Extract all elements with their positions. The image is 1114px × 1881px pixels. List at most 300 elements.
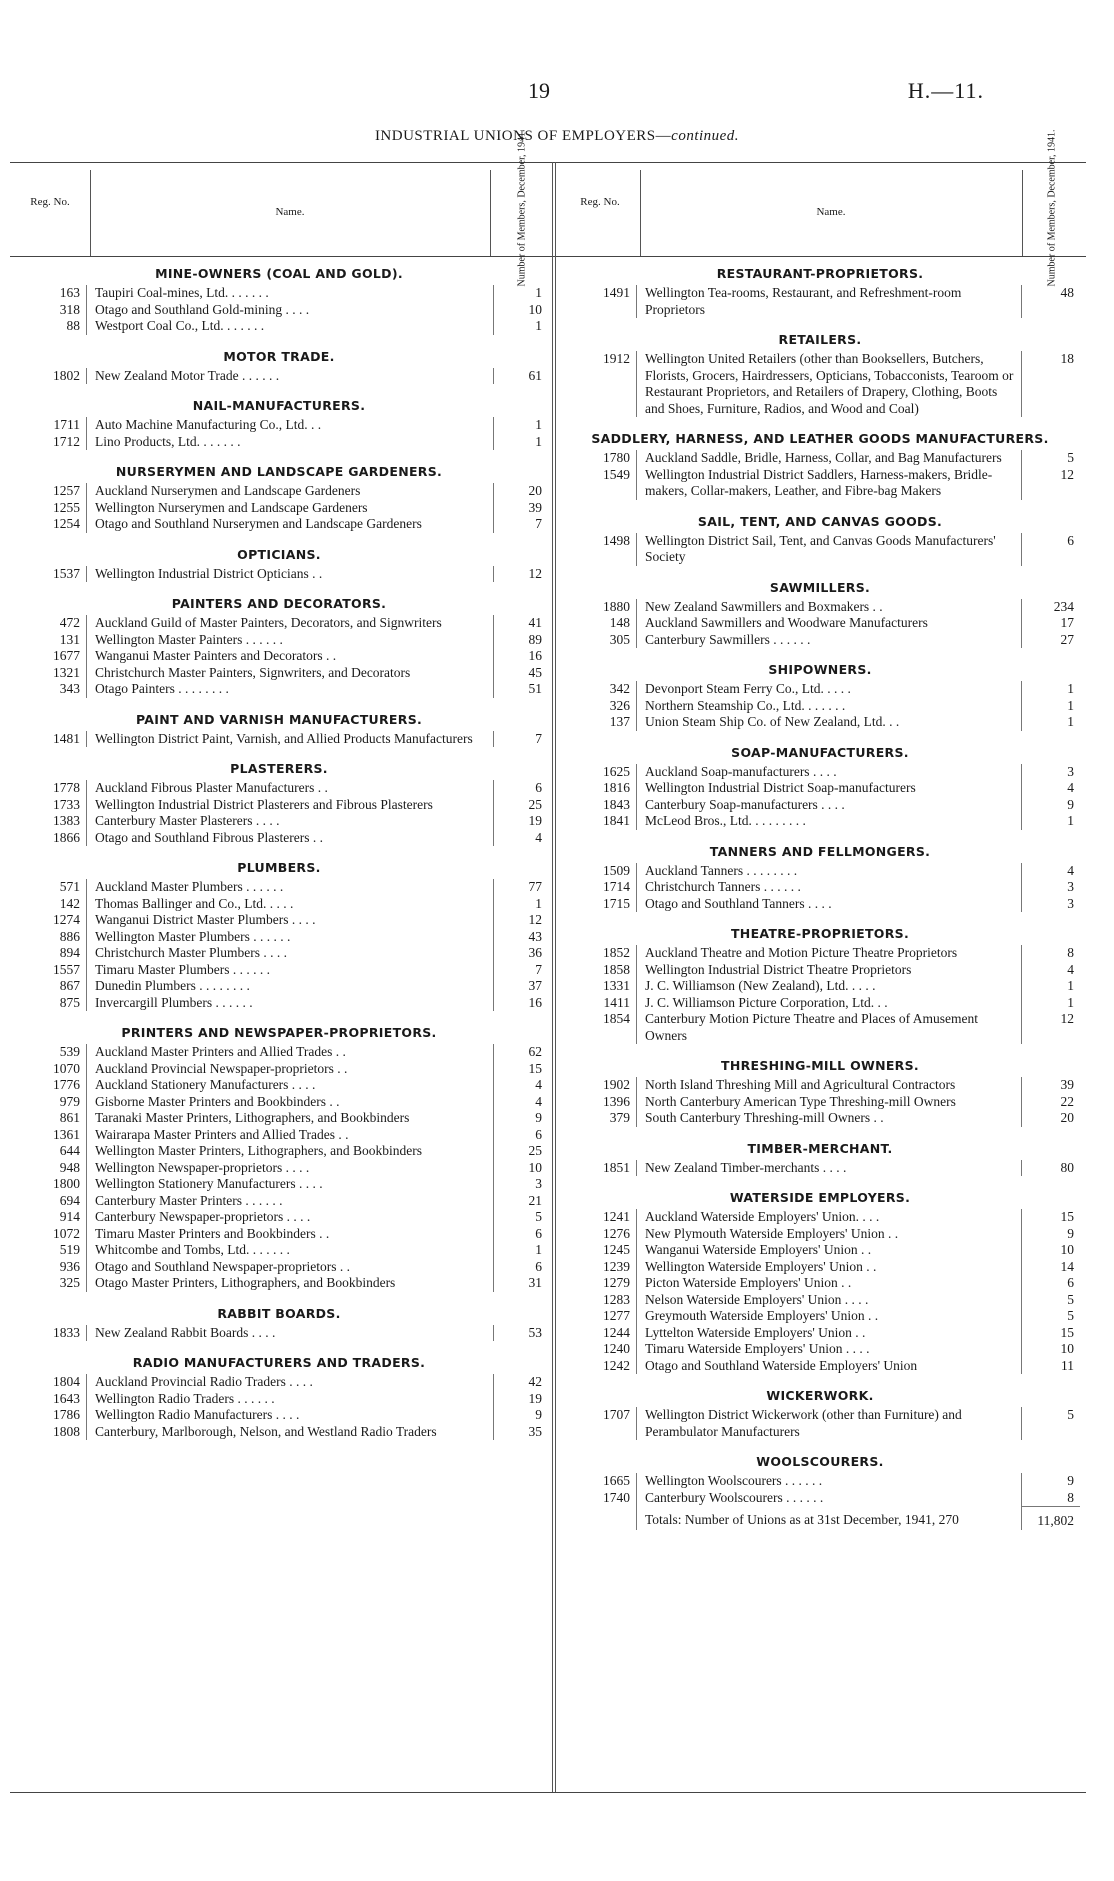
header-reg: Reg. No. [30,196,70,208]
union-name: New Zealand Rabbit Boards . . . . [86,1325,494,1342]
member-count: 62 [528,1044,542,1059]
section [10,347,548,385]
table-row [560,681,1080,698]
table-row [560,1473,1080,1490]
member-count: 4 [535,1077,542,1092]
reg-number: 318 [59,301,80,317]
reg-number: 1625 [603,763,630,779]
reg-number: 1240 [603,1341,630,1356]
table-row [10,1160,548,1177]
member-count: 3 [1067,895,1074,911]
member-count: 4 [1067,780,1074,795]
reg-number: 948 [59,1159,80,1175]
section-title: SADDLERY, HARNESS, AND LEATHER GOODS MANUFACTURERS. [591,431,1049,446]
section [10,264,548,335]
reg-number: 1851 [603,1159,630,1175]
reg-number: 88 [66,318,80,333]
section [560,743,1080,830]
union-name: Nelson Waterside Employers' Union . . . . [636,1292,1022,1309]
reg-number: 1283 [603,1291,630,1307]
section [560,660,1080,731]
union-name: South Canterbury Threshing-mill Owners . . [636,1110,1022,1127]
section-title: RABBIT BOARDS. [217,1305,341,1321]
union-name: Christchurch Master Plumbers . . . . [86,945,494,962]
reg-number: 1843 [603,796,630,812]
section [10,545,548,583]
reg-number: 1841 [603,813,630,828]
member-count: 36 [528,945,542,960]
union-name: Otago Painters . . . . . . . . [86,681,494,698]
table-row [560,1259,1080,1276]
member-count: 3 [535,1176,542,1191]
document-code: H.—11. [907,78,984,103]
union-name: Otago and Southland Nurserymen and Landscape Gardeners [86,516,494,533]
union-name: Dunedin Plumbers . . . . . . . . [86,978,494,995]
reg-number: 1241 [603,1209,630,1224]
reg-number: 936 [59,1258,80,1274]
reg-number: 861 [59,1110,80,1125]
section-title: WATERSIDE EMPLOYERS. [729,1190,911,1205]
table-row [560,1094,1080,1111]
reg-number: 1245 [603,1242,630,1257]
member-count: 1 [1067,978,1074,993]
member-count: 234 [1053,598,1074,614]
table-row [560,962,1080,979]
table-row [10,285,548,302]
reg-number: 379 [609,1110,630,1125]
table-row [10,780,548,797]
union-name: Wellington Industrial District Theatre Proprietors [636,962,1022,979]
section-title: PAINTERS AND DECORATORS. [171,596,387,611]
member-count: 15 [1060,1324,1074,1340]
member-count: 7 [535,516,542,531]
section-title: OPTICIANS. [237,546,321,562]
section-title: SAIL, TENT, AND CANVAS GOODS. [697,513,943,529]
table-row [10,368,548,385]
section-title: PLUMBERS. [237,860,321,875]
totals-members: 11,802 [1022,1506,1080,1530]
member-count: 1 [535,417,542,432]
reg-number: 1665 [603,1473,630,1488]
member-count: 4 [535,829,542,845]
member-count: 10 [1060,1341,1074,1356]
member-count: 25 [528,1143,542,1158]
table-row [560,450,1080,467]
section-title: TANNERS AND FELLMONGERS. [709,843,931,859]
section [10,1353,548,1440]
member-count: 39 [528,499,542,515]
totals-reg [560,1506,636,1530]
table-row [560,533,1080,566]
section [560,842,1080,913]
table-row [10,962,548,979]
member-count: 61 [528,367,542,383]
member-count: 43 [528,928,542,944]
union-name: Wellington United Retailers (other than Booksellers, Butchers, Florists, Grocers, Hairdressers, Opticians, Tobacconists, Tearoom or Restaurant Proprietors, and Retailers of Drapery, Clothing, Boots and Shoes, Furniture, Radios, and Wood and Coal) [636,351,1022,417]
member-count: 39 [1060,1077,1074,1092]
section-title: RETAILERS. [778,332,862,347]
reg-number: 163 [59,285,80,300]
table-row [10,1391,548,1408]
reg-number: 1549 [603,466,630,482]
table-row [560,1226,1080,1243]
reg-number: 1854 [603,1011,630,1026]
union-name: Canterbury Newspaper-proprietors . . . . [86,1209,494,1226]
union-name: Auckland Saddle, Bridle, Harness, Collar, and Bag Manufacturers [636,450,1022,467]
column-divider-inner [555,162,556,1792]
reg-number: 1912 [603,351,630,366]
union-name: Auckland Fibrous Plaster Manufacturers . . [86,780,494,797]
union-name: Lino Products, Ltd. . . . . . . [86,434,494,451]
reg-number: 342 [609,681,630,696]
union-name: Wellington Master Printers, Lithographers, and Bookbinders [86,1143,494,1160]
table-row [560,995,1080,1012]
reg-number: 142 [59,895,80,911]
member-count: 5 [1067,1308,1074,1323]
member-count: 17 [1060,615,1074,630]
table-row [10,1193,548,1210]
reg-number: 644 [59,1143,80,1158]
reg-number: 875 [59,994,80,1010]
table-row [10,945,548,962]
reg-number: 1776 [53,1077,80,1092]
section [560,1139,1080,1177]
union-name: Wellington Master Plumbers . . . . . . [86,929,494,946]
reg-number: 1321 [53,664,80,680]
reg-number: 1643 [53,1390,80,1406]
reg-number: 694 [59,1192,80,1208]
union-name: Auckland Waterside Employers' Union. . . . [636,1209,1022,1226]
union-name: Devonport Steam Ferry Co., Ltd. . . . . [636,681,1022,698]
union-name: Otago and Southland Gold-mining . . . . [86,302,494,319]
reg-number: 1800 [53,1176,80,1191]
union-name: Timaru Master Printers and Bookbinders . . [86,1226,494,1243]
union-name: Wanganui Master Painters and Decorators . . [86,648,494,665]
union-name: Wellington Radio Traders . . . . . . [86,1391,494,1408]
table-row [560,599,1080,616]
reg-number: 886 [59,928,80,944]
member-count: 6 [535,1126,542,1142]
reg-number: 343 [59,681,80,696]
union-name: Otago and Southland Fibrous Plasterers . . [86,830,494,847]
union-name: Christchurch Master Painters, Signwriters, and Decorators [86,665,494,682]
section-title: PAINT AND VARNISH MANUFACTURERS. [135,711,423,727]
union-name: Westport Coal Co., Ltd. . . . . . . [86,318,494,335]
table-row [560,1242,1080,1259]
reg-number: 1509 [603,862,630,878]
union-name: Timaru Master Plumbers . . . . . . [86,962,494,979]
table-row [10,1325,548,1342]
member-count: 7 [535,730,542,746]
member-count: 6 [1067,532,1074,548]
member-count: 1 [1067,681,1074,696]
reg-number: 1715 [603,895,630,911]
section-title: TIMBER-MERCHANT. [747,1140,893,1156]
table-row [560,714,1080,731]
reg-number: 1537 [53,565,80,581]
section [560,1188,1080,1374]
section [560,578,1080,649]
table-row [560,879,1080,896]
member-count: 18 [1060,351,1074,366]
member-count: 4 [1067,961,1074,977]
union-name: J. C. Williamson Picture Corporation, Ltd. . . [636,995,1022,1012]
reg-number: 1778 [53,780,80,795]
section [560,330,1080,417]
member-count: 6 [535,780,542,795]
table-row [560,1325,1080,1342]
union-name: Otago and Southland Tanners . . . . [636,896,1022,913]
table-row [560,797,1080,814]
union-name: Wellington Master Painters . . . . . . [86,632,494,649]
header-reg: Reg. No. [580,196,620,208]
union-name: Otago and Southland Newspaper-proprietors . . [86,1259,494,1276]
reg-number: 539 [59,1044,80,1059]
table-row [10,483,548,500]
reg-number: 519 [59,1242,80,1257]
section [10,1023,548,1292]
table-row [560,813,1080,830]
union-name: Wanganui District Master Plumbers . . . . [86,912,494,929]
member-count: 19 [528,1390,542,1406]
reg-number: 148 [609,615,630,630]
member-count: 4 [1067,862,1074,878]
union-name: Canterbury Sawmillers . . . . . . [636,632,1022,649]
union-name: Canterbury Woolscourers . . . . . . [636,1490,1022,1507]
reg-number: 305 [609,631,630,647]
section [560,924,1080,1044]
union-name: Auckland Soap-manufacturers . . . . [636,764,1022,781]
union-name: Auckland Theatre and Motion Picture Theatre Proprietors [636,945,1022,962]
reg-number: 1361 [53,1126,80,1142]
table-row [10,830,548,847]
union-name: Wellington Industrial District Opticians . . [86,566,494,583]
reg-number: 1257 [53,483,80,498]
union-name: Auckland Sawmillers and Woodware Manufacturers [636,615,1022,632]
header-name: Name. [275,206,305,218]
reg-number: 1276 [603,1225,630,1241]
reg-number: 1481 [53,730,80,746]
member-count: 9 [1067,1473,1074,1488]
table-row [10,797,548,814]
reg-number: 1274 [53,912,80,927]
table-row [10,1407,548,1424]
union-name: Christchurch Tanners . . . . . . [636,879,1022,896]
table-row [10,813,548,830]
reg-number: 1711 [53,417,80,432]
reg-number: 1780 [603,450,630,465]
section [10,594,548,698]
table-row [10,1259,548,1276]
table-row [10,995,548,1012]
member-count: 41 [528,615,542,630]
reg-number: 1786 [53,1407,80,1422]
table-row [560,467,1080,500]
member-count: 9 [535,1110,542,1125]
reg-number: 1396 [603,1093,630,1109]
union-name: Wanganui Waterside Employers' Union . . [636,1242,1022,1259]
member-count: 5 [535,1209,542,1224]
table-row [560,285,1080,318]
table-row [10,1242,548,1259]
reg-number: 137 [609,714,630,729]
union-name: Wellington Industrial District Soap-manufacturers [636,780,1022,797]
union-name: Wellington Waterside Employers' Union . . [636,1259,1022,1276]
section-title: PLASTERERS. [230,761,328,776]
member-count: 1 [535,433,542,449]
table-row [10,1209,548,1226]
member-count: 35 [528,1423,542,1439]
member-count: 16 [528,648,542,663]
union-name: McLeod Bros., Ltd. . . . . . . . . [636,813,1022,830]
member-count: 10 [528,301,542,317]
reg-number: 914 [59,1209,80,1224]
union-name: Canterbury Master Plasterers . . . . [86,813,494,830]
section-title: MINE-OWNERS (COAL AND GOLD). [155,266,403,281]
union-name: Auckland Provincial Radio Traders . . . . [86,1374,494,1391]
member-count: 37 [528,978,542,993]
table-row [10,978,548,995]
union-name: Canterbury, Marlborough, Nelson, and Westland Radio Traders [86,1424,494,1441]
member-count: 1 [1067,994,1074,1010]
union-name: New Plymouth Waterside Employers' Union . . [636,1226,1022,1243]
table-row [560,896,1080,913]
member-count: 5 [1067,1407,1074,1422]
member-count: 20 [528,483,542,498]
section-title: WOOLSCOURERS. [756,1454,884,1469]
union-name: Canterbury Master Printers . . . . . . [86,1193,494,1210]
union-name: Greymouth Waterside Employers' Union . . [636,1308,1022,1325]
section-title: RADIO MANUFACTURERS AND TRADERS. [132,1355,426,1370]
header-members-text: Number of Members, December, 1941. [1046,129,1058,287]
member-count: 6 [1067,1275,1074,1290]
member-count: 6 [535,1258,542,1274]
table-row [10,1176,548,1193]
reg-number: 1498 [603,532,630,548]
member-count: 1 [535,318,542,333]
member-count: 4 [535,1093,542,1109]
section [560,1056,1080,1127]
member-count: 3 [1067,879,1074,894]
reg-number: 1808 [53,1423,80,1439]
table-row [10,1044,548,1061]
table-row [10,566,548,583]
member-count: 9 [535,1407,542,1422]
table-row [10,615,548,632]
union-name: Union Steam Ship Co. of New Zealand, Ltd. . . [636,714,1022,731]
member-count: 89 [528,631,542,647]
table-row [10,929,548,946]
table-row [10,1374,548,1391]
reg-number: 571 [59,879,80,894]
union-name: Taranaki Master Printers, Lithographers, and Bookbinders [86,1110,494,1127]
table-row [10,434,548,451]
table-row [10,879,548,896]
section-title: SOAP-MANUFACTURERS. [731,744,909,760]
member-count: 10 [1060,1242,1074,1257]
table-row [10,1143,548,1160]
reg-number: 1804 [53,1374,80,1389]
table-row [560,1011,1080,1044]
member-count: 21 [528,1192,542,1208]
table-row [10,1110,548,1127]
totals-row [560,1506,1080,1530]
reg-number: 1833 [53,1324,80,1340]
section [10,858,548,1011]
section [560,429,1080,500]
member-count: 77 [528,879,542,894]
union-name: Picton Waterside Employers' Union . . [636,1275,1022,1292]
member-count: 51 [528,681,542,696]
section-title: NURSERYMEN AND LANDSCAPE GARDENERS. [115,464,443,479]
union-name: Wellington District Wickerwork (other than Furniture) and Perambulator Manufacturers [636,1407,1022,1440]
reg-number: 1677 [53,648,80,663]
reg-number: 1331 [603,978,630,993]
member-count: 15 [528,1060,542,1076]
union-name: Lyttelton Waterside Employers' Union . . [636,1325,1022,1342]
table-row [560,1275,1080,1292]
reg-number: 894 [59,945,80,960]
table-row [10,665,548,682]
table-row [10,318,548,335]
member-count: 12 [1060,1011,1074,1026]
reg-number: 1714 [603,879,630,894]
table-row [10,516,548,533]
union-name: Taupiri Coal-mines, Ltd. . . . . . . [86,285,494,302]
member-count: 5 [1067,450,1074,465]
member-count: 3 [1067,763,1074,779]
reg-number: 1070 [53,1060,80,1076]
union-name: Wairarapa Master Printers and Allied Trades . . [86,1127,494,1144]
member-count: 48 [1060,285,1074,300]
union-name: J. C. Williamson (New Zealand), Ltd. . . . . [636,978,1022,995]
section-title: SHIPOWNERS. [768,662,872,677]
section [10,1304,548,1342]
section-title: MOTOR TRADE. [223,348,335,364]
member-count: 11 [1061,1357,1074,1373]
member-count: 19 [528,813,542,828]
member-count: 53 [528,1324,542,1340]
union-name: Northern Steamship Co., Ltd. . . . . . . [636,698,1022,715]
union-name: Canterbury Soap-manufacturers . . . . [636,797,1022,814]
table-row [560,945,1080,962]
page-title [0,128,1114,145]
reg-number: 1254 [53,516,80,531]
union-name: Canterbury Motion Picture Theatre and Places of Amusement Owners [636,1011,1022,1044]
section-title: SAWMILLERS. [769,579,871,595]
table-row [560,1209,1080,1226]
table-row [10,417,548,434]
table-row [560,764,1080,781]
union-name: Auckland Guild of Master Painters, Decorators, and Signwriters [86,615,494,632]
header-members-text: Number of Members, December, 1941. [516,129,528,287]
member-count: 22 [1060,1093,1074,1109]
union-name: Auckland Master Plumbers . . . . . . [86,879,494,896]
reg-number: 1866 [53,829,80,845]
member-count: 7 [535,961,542,977]
member-count: 1 [535,285,542,300]
reg-number: 1740 [603,1489,630,1505]
reg-number: 472 [59,615,80,630]
union-name: Auckland Tanners . . . . . . . . [636,863,1022,880]
member-count: 5 [1067,1291,1074,1307]
member-count: 8 [1067,1489,1074,1505]
union-name: Auckland Stationery Manufacturers . . . . [86,1077,494,1094]
union-name: Thomas Ballinger and Co., Ltd. . . . . [86,896,494,913]
member-count: 15 [1060,1209,1074,1224]
table-row [10,302,548,319]
table-row [10,1275,548,1292]
